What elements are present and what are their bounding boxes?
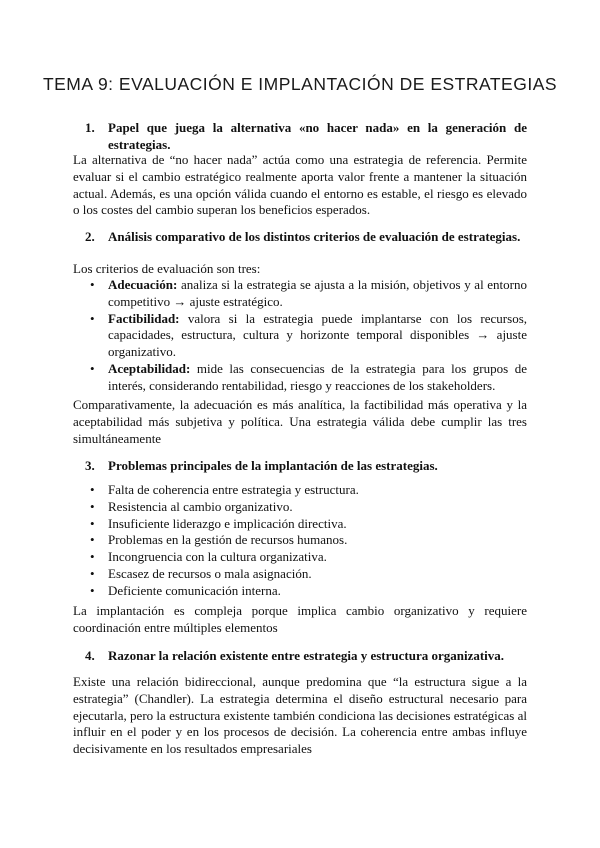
criterion-term: Adecuación:	[108, 277, 178, 292]
criterion-term: Aceptabilidad:	[108, 360, 191, 376]
list-item	[73, 482, 527, 499]
criterion-text: mide las consecuencias de la estrategia para los grupos de interés, considerando rentabilidad, riesgo y reacciones de los stakeholders.	[108, 360, 527, 393]
criterion-text: valora si la estrategia puede implantarse con los recursos, capacidades, estructura, cultura y horizonte temporal disponibles → ajuste organizativo.	[108, 310, 527, 360]
bullet-icon: •	[90, 277, 95, 292]
list-item	[73, 499, 527, 516]
criterion-term: Factibilidad:	[108, 310, 180, 326]
criterion-aceptabilidad	[73, 361, 527, 395]
section-3-number: 3.	[85, 458, 95, 473]
section-2-number: 2.	[85, 229, 95, 244]
page-title: TEMA 9: EVALUACIÓN E IMPLANTACIÓN DE ESTRATEGIAS	[42, 74, 558, 94]
bullet-icon: •	[90, 565, 95, 581]
section-4-body: Existe una relación bidireccional, aunque predomina que “la estructura sigue a la estrategia” (Chandler). La estrategia determina el diseño estructural necesario para ejecutarla, pero la estructura existente también condiciona las decisiones estratégicas al influir en el poder y en los procesos de decisión. La coherencia entre ambas influye decisivamente en los resultados empresariales	[73, 674, 527, 757]
section-3-title: Problemas principales de la implantación de las estrategias.	[108, 458, 438, 473]
criteria-list	[73, 277, 527, 395]
bullet-icon: •	[90, 310, 95, 326]
list-item	[73, 516, 527, 533]
section-1-title: Papel que juega la alternativa «no hacer nada» en la generación de estrategias.	[108, 120, 527, 152]
list-item	[73, 566, 527, 583]
section-2-conclusion: Comparativamente, la adecuación es más analítica, la factibilidad más operativa y la aceptabilidad más subjetiva y política. Una estrategia válida debe cumplir las tres simultáneamente	[73, 397, 527, 446]
criterion-text: analiza si la estrategia se ajusta a la misión, objetivos y al entorno competitivo → ajuste estratégico.	[108, 277, 527, 309]
bullet-icon: •	[90, 549, 95, 565]
list-item-text: Insuficiente liderazgo e implicación directiva.	[108, 515, 347, 531]
criterion-factibilidad	[73, 311, 527, 361]
bullet-icon: •	[90, 515, 95, 531]
bullet-icon: •	[90, 532, 95, 548]
section-4-heading	[73, 647, 527, 664]
section-2-title: Análisis comparativo de los distintos criterios de evaluación de estrategias.	[108, 229, 521, 244]
list-item	[73, 583, 527, 600]
list-item-text: Falta de coherencia entre estrategia y estructura.	[108, 482, 359, 497]
list-item	[73, 532, 527, 549]
section-2-heading	[73, 228, 527, 245]
section-3-conclusion: La implantación es compleja porque implica cambio organizativo y requiere coordinación entre múltiples elementos	[73, 603, 527, 635]
section-1-heading	[73, 119, 527, 153]
list-item	[73, 549, 527, 566]
criterion-adecuacion	[73, 277, 527, 311]
list-item-text: Resistencia al cambio organizativo.	[108, 498, 293, 514]
section-4-number: 4.	[85, 648, 95, 663]
section-1-body: La alternativa de “no hacer nada” actúa como una estrategia de referencia. Permite evaluar si el cambio estratégico realmente aporta valor frente a mantener la situación actual. Además, es una opción válida cuando el entorno es estable, el riesgo es elevado o los costes del cambio superan los beneficios esperados.	[73, 152, 527, 218]
list-item-text: Incongruencia con la cultura organizativa.	[108, 549, 327, 565]
section-4-title: Razonar la relación existente entre estrategia y estructura organizativa.	[108, 648, 505, 663]
problems-list	[73, 482, 527, 600]
list-item-text: Problemas en la gestión de recursos humanos.	[108, 532, 348, 548]
list-item-text: Deficiente comunicación interna.	[108, 582, 281, 598]
bullet-icon: •	[90, 582, 95, 598]
section-3-heading	[73, 457, 527, 474]
list-item-text: Escasez de recursos o mala asignación.	[108, 565, 312, 581]
bullet-icon: •	[90, 482, 95, 497]
section-2-intro: Los criterios de evaluación son tres:	[73, 261, 261, 276]
section-1-number: 1.	[85, 120, 95, 135]
bullet-icon: •	[90, 498, 95, 514]
bullet-icon: •	[90, 360, 95, 376]
